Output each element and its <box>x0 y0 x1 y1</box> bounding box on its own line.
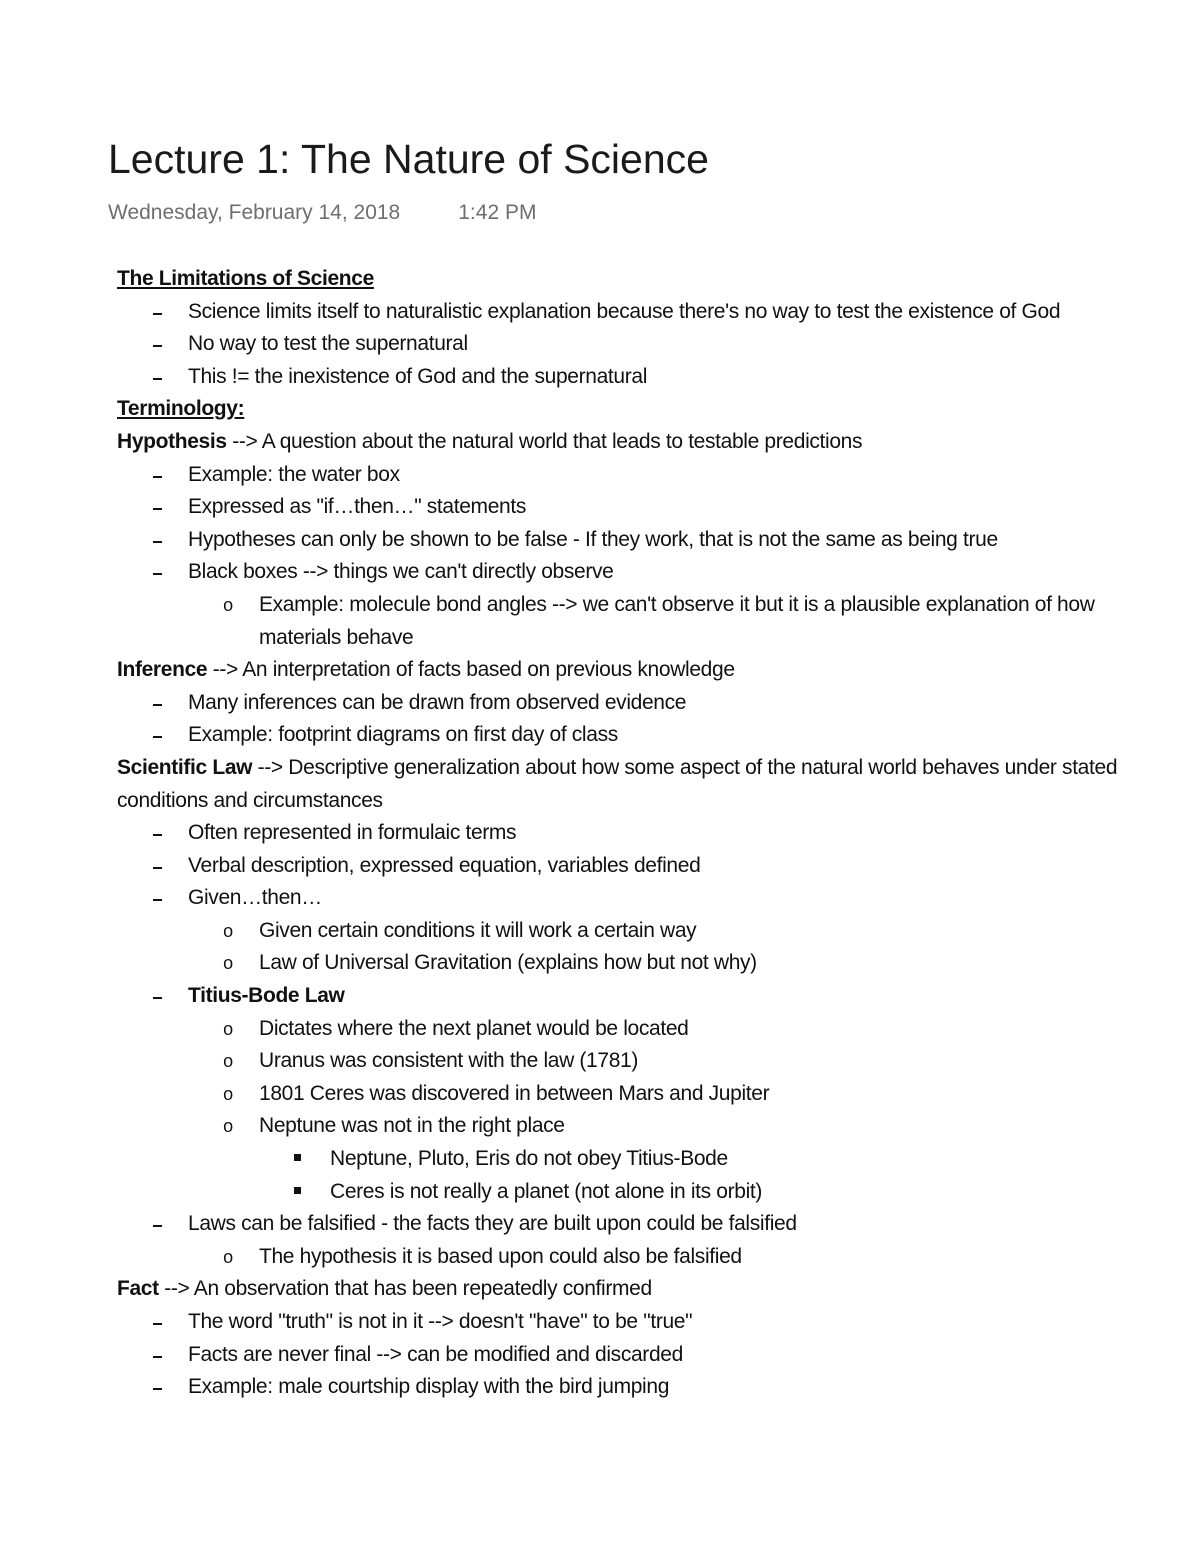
page-time: 1:42 PM <box>458 201 537 224</box>
section-heading-terminology: Terminology: <box>117 397 245 421</box>
circle-bullet-icon: o <box>223 594 233 615</box>
list-item: Verbal description, expressed equation, variables defined <box>188 853 701 877</box>
list-item: Ceres is not really a planet (not alone in its orbit) <box>330 1179 763 1203</box>
term-definition-hypothesis <box>117 426 1127 459</box>
list-item: o Uranus was consistent with the law (1781) <box>117 1045 1127 1078</box>
term-label: Fact <box>117 1277 159 1301</box>
list-item: o Neptune was not in the right place <box>117 1110 1127 1143</box>
list-item: No way to test the supernatural <box>188 332 468 356</box>
list-item: Often represented in formulaic terms <box>188 821 517 845</box>
list-item: Example: footprint diagrams on first day of class <box>188 723 618 747</box>
circle-bullet-icon: o <box>223 1018 233 1039</box>
term-definition: --> Descriptive generalization about how some aspect of the natural world behaves under stated conditions and circumstances <box>117 755 1118 812</box>
list-item: o 1801 Ceres was discovered in between Mars and Jupiter <box>117 1078 1127 1111</box>
term-label: Inference <box>117 658 208 682</box>
list-item: Expressed as "if…then…" statements <box>188 495 526 519</box>
note-body <box>117 263 1127 1435</box>
page-title: Lecture 1: The Nature of Science <box>108 136 709 182</box>
term-definition: --> A question about the natural world that leads to testable predictions <box>226 429 863 453</box>
list-item: o Dictates where the next planet would be located <box>117 1013 1127 1046</box>
list-item: o Law of Universal Gravitation (explains how but not why) <box>117 947 1127 980</box>
list-item: Given…then… <box>188 886 322 910</box>
term-label: Scientific Law <box>117 755 253 779</box>
list-item: o Given certain conditions it will work a certain way <box>117 915 1127 948</box>
term-definition-inference <box>117 654 1127 687</box>
circle-bullet-icon: o <box>223 920 233 941</box>
list-item: Science limits itself to naturalistic explanation because there's no way to test the existence of God <box>188 299 1061 323</box>
list-item: Titius-Bode Law <box>188 984 345 1008</box>
list-item: o The hypothesis it is based upon could also be falsified <box>117 1241 1127 1274</box>
circle-bullet-icon: o <box>223 1246 233 1267</box>
page-date: Wednesday, February 14, 2018 <box>108 201 401 224</box>
circle-bullet-icon: o <box>223 1116 233 1137</box>
list-item: Neptune, Pluto, Eris do not obey Titius-Bode <box>330 1147 728 1171</box>
list-item: Laws can be falsified - the facts they are built upon could be falsified <box>188 1212 797 1236</box>
page-meta <box>108 198 536 228</box>
circle-bullet-icon: o <box>223 1083 233 1104</box>
term-definition-fact <box>117 1273 1127 1306</box>
term-definition: --> An observation that has been repeatedly confirmed <box>158 1277 652 1301</box>
list-item: o Example: molecule bond angles --> we can't observe it but it is a plausible explanation of how materials behave <box>117 589 1127 654</box>
list-item: Many inferences can be drawn from observed evidence <box>188 690 687 714</box>
list-item: Black boxes --> things we can't directly observe <box>188 560 614 584</box>
list-item: Hypotheses can only be shown to be false - If they work, that is not the same as being true <box>188 527 998 551</box>
list-item: This != the inexistence of God and the supernatural <box>188 364 648 388</box>
section-heading-limitations: The Limitations of Science <box>117 267 374 290</box>
list-item: Example: the water box <box>188 462 400 486</box>
circle-bullet-icon: o <box>223 1051 233 1072</box>
term-label: Hypothesis <box>117 429 227 453</box>
list-item: The word "truth" is not in it --> doesn't "have" to be "true" <box>188 1310 693 1333</box>
term-definition-scientific-law <box>117 752 1127 817</box>
list-item: Example: male courtship display with the bird jumping <box>188 1375 670 1399</box>
circle-bullet-icon: o <box>223 953 233 974</box>
term-definition: --> An interpretation of facts based on previous knowledge <box>207 658 735 682</box>
list-item: Facts are never final --> can be modified and discarded <box>188 1342 683 1366</box>
